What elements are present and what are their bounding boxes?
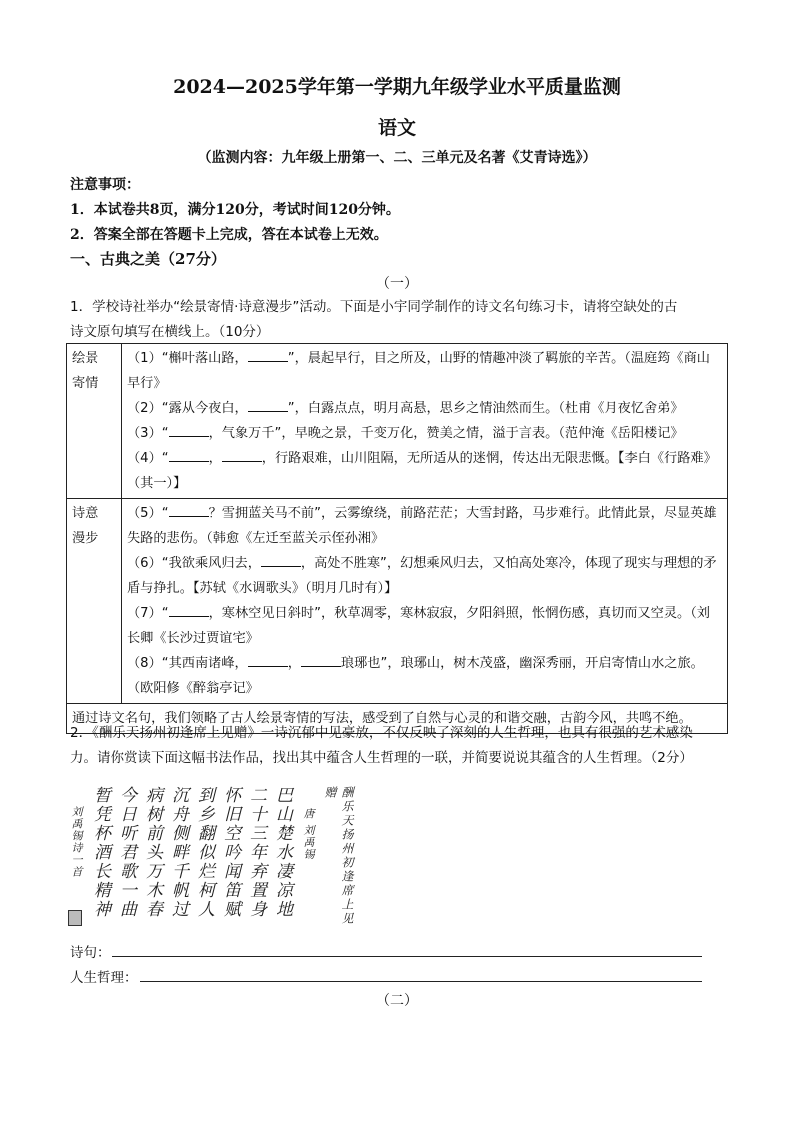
calligraphy-line-8: 暂凭杯酒长精神 [90, 786, 110, 919]
calligraphy-line-3: 怀旧空吟闻笛赋 [220, 786, 240, 919]
item-6: （6）“我欲乘风归去， ，高处不胜寒”，幻想乘风归去，又怕高处寒冷，体现了现实与理想的矛盾与挣扎。【苏轼《水调歌头》（明月几时有）】 [127, 551, 722, 601]
answer-blank[interactable] [248, 347, 288, 362]
item-1: （1）“槲叶落山路， ”，晨起早行，目之所及，山野的情趣冲淡了羁旅的辛苦。（温庭筠《商山早行》 [127, 346, 722, 396]
exam-title: 2024—2025学年第一学期九年级学业水平质量监测 [173, 76, 621, 98]
subject-title: 语文 [377, 117, 416, 139]
calligraphy-line-7: 今日听君歌一曲 [116, 786, 136, 919]
answer-blank[interactable] [169, 447, 209, 462]
verse-answer-line[interactable] [112, 956, 702, 957]
verse-answer-label: 诗句： [70, 945, 111, 961]
item-8: （8）“其西南诸峰， ， 琅琊也”，琅琊山，树木茂盛，幽深秀丽，开启寄情山水之旅。（欧阳修《醉翁亭记》 [127, 651, 722, 701]
notice-heading: 注意事项： [70, 177, 140, 193]
calligraphy-title: 酬乐天扬州初逢席上见赠 [323, 786, 354, 926]
section-heading: 一、古典之美（27分） [70, 250, 226, 268]
item-2: （2）“露从今夜白， ”，白露点点，明月高悬，思乡之情油然而生。（杜甫《月夜忆舍弟》 [127, 396, 722, 421]
calligraphy-signature: 刘禹锡诗一首 [70, 806, 83, 878]
item-7: （7）“ ，寒林空见日斜时”，秋草凋零，寒林寂寂，夕阳斜照，怅惘伤感，真切而又空灵。（刘长卿《长沙过贾谊宅》 [127, 601, 722, 651]
calligraphy-line-1: 巴山楚水凄凉地 [272, 786, 292, 919]
answer-blank[interactable] [169, 422, 209, 437]
exam-scope: （监测内容：九年级上册第一、二、三单元及名著《艾青诗选》） [197, 150, 597, 166]
part-two-label: （二） [376, 993, 418, 1009]
question-1-intro: 1．学校诗社举办“绘景寄情·诗意漫步”活动。下面是小宇同学制作的诗文名句练习卡，请将空缺处的古 诗文原句填写在横线上。（10分） [70, 299, 678, 340]
notice-item-1: 1．本试卷共8页，满分120分，考试时间120分钟。 [70, 202, 400, 218]
calligraphy-author: 唐 刘禹锡 [302, 808, 315, 861]
practice-card-table [66, 343, 728, 734]
answer-blank[interactable] [169, 502, 209, 517]
philosophy-answer-line[interactable] [140, 981, 702, 982]
calligraphy-line-5: 沉舟侧畔千帆过 [168, 786, 188, 919]
answer-blank[interactable] [169, 602, 209, 617]
philosophy-answer-label: 人生哲理： [70, 970, 138, 986]
answer-blank[interactable] [248, 652, 288, 667]
category-scenery-items [122, 344, 728, 499]
seal-stamp [68, 910, 82, 926]
answer-blank[interactable] [261, 552, 301, 567]
category-poetic-walk-items [122, 499, 728, 704]
item-3: （3）“ ，气象万千”，早晚之景，千变万化，赞美之情，溢于言表。（范仲淹《岳阳楼记》 [127, 421, 722, 446]
calligraphy-line-2: 二十三年弃置身 [246, 786, 266, 919]
question-2-intro: 2．《酬乐天扬州初逢席上见赠》一诗沉郁中见豪放，不仅反映了深刻的人生哲理，也具有很强的艺术感染 力。请你赏读下面这幅书法作品，找出其中蕴含人生哲理的一联，并简要说说其蕴含的人生哲理。（2分） [70, 725, 693, 766]
category-poetic-walk: 诗意 漫步 [67, 499, 122, 704]
table-footer: 通过诗文名句，我们领略了古人绘景寄情的写法，感受到了自然与心灵的和谐交融，古韵今风，共鸣不绝。 [67, 704, 728, 734]
category-scenery: 绘景 寄情 [67, 344, 122, 499]
item-5: （5）“ ？雪拥蓝关马不前”，云雾缭绕，前路茫茫；大雪封路，马步难行。此情此景，尽显英雄失路的悲伤。（韩愈《左迁至蓝关示侄孙湘》 [127, 501, 722, 551]
calligraphy-line-6: 病树前头万木春 [142, 786, 162, 919]
part-one-label: （一） [376, 276, 418, 292]
answer-blank[interactable] [248, 397, 288, 412]
answer-blank[interactable] [222, 447, 262, 462]
calligraphy-line-4: 到乡翻似烂柯人 [194, 786, 214, 919]
calligraphy-artwork [70, 786, 354, 936]
answer-blank[interactable] [301, 652, 341, 667]
item-4: （4）“ ， ，行路艰难，山川阻隔，无所适从的迷惘，传达出无限悲慨。【李白《行路难》（其一）】 [127, 446, 722, 496]
notice-item-2: 2．答案全部在答题卡上完成，答在本试卷上无效。 [70, 227, 388, 243]
